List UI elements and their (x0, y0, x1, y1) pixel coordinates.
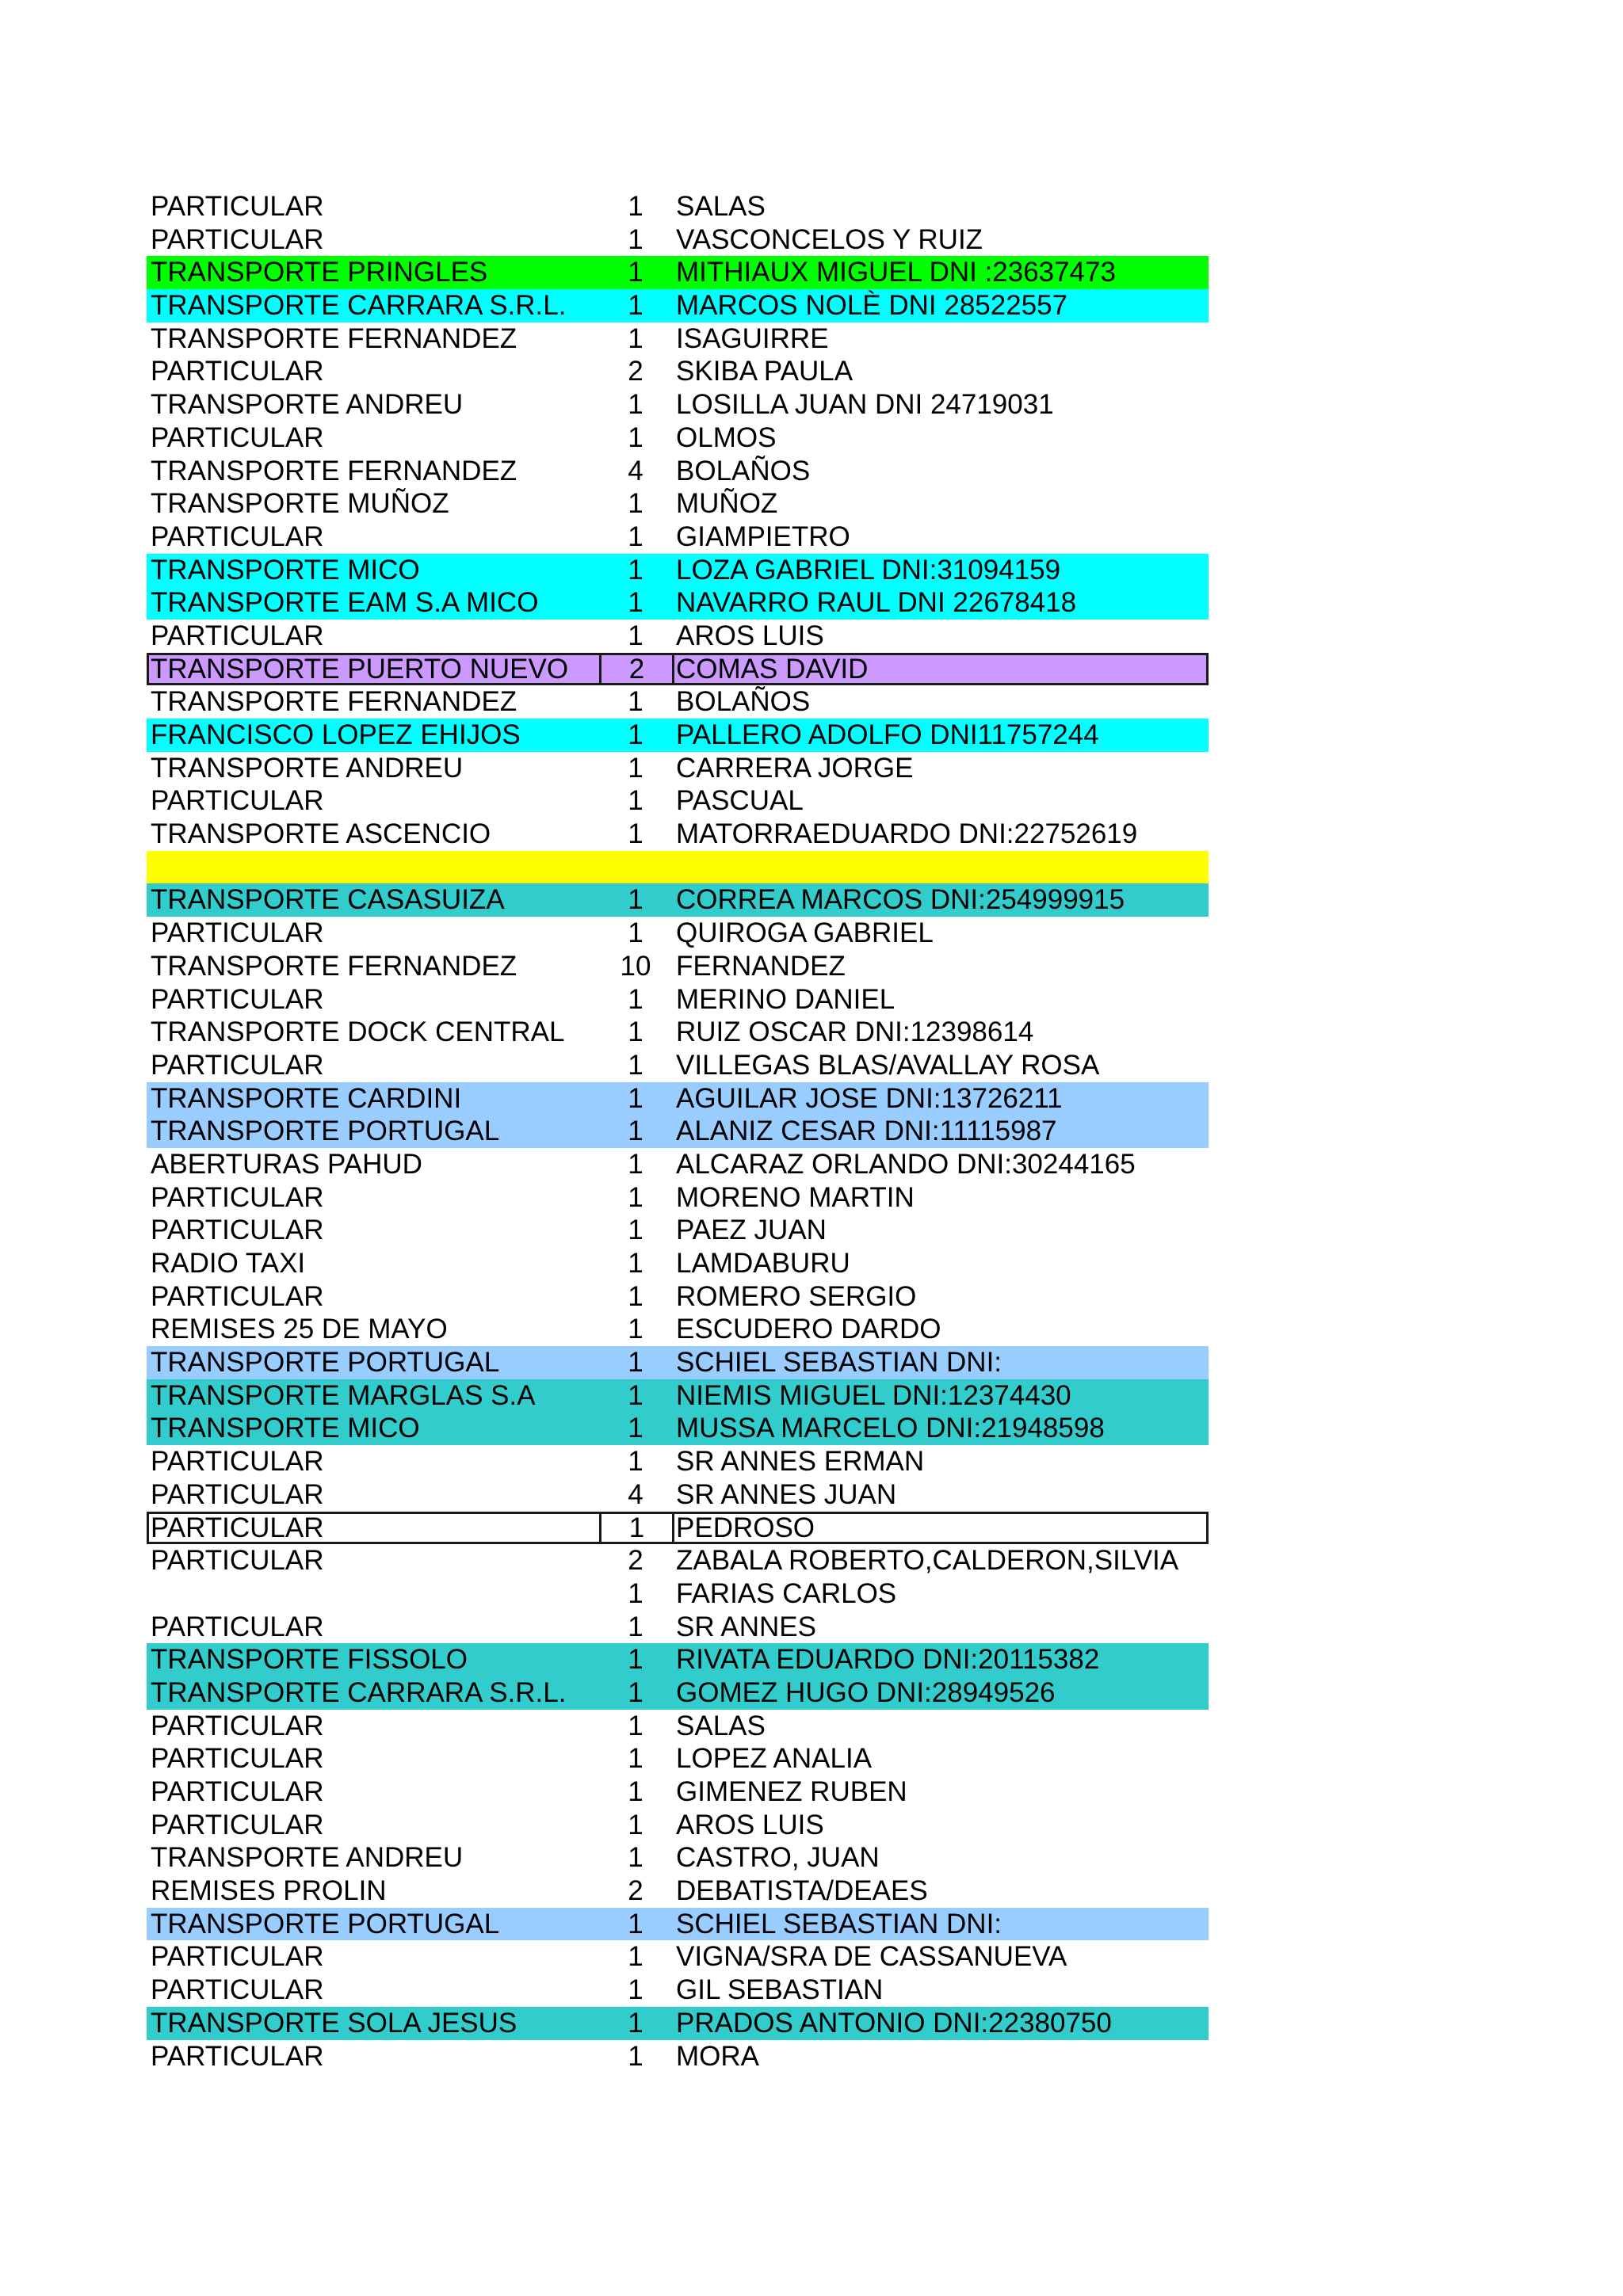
table-row (147, 1577, 1209, 1611)
sender-cell: TRANSPORTE CARRARA S.R.L. (151, 290, 567, 322)
sender-cell: TRANSPORTE SOLA JESUS (151, 2007, 517, 2039)
recipient-cell: GIMENEZ RUBEN (676, 1776, 907, 1807)
sender-cell: REMISES PROLIN (151, 1875, 387, 1907)
quantity-cell: 1 (628, 1577, 643, 1609)
table-row (147, 1643, 1209, 1676)
recipient-cell: SKIBA PAULA (676, 356, 854, 387)
quantity-cell: 1 (628, 1644, 643, 1676)
table-row (147, 388, 1209, 421)
sender-cell: TRANSPORTE MARGLAS S.A (151, 1379, 536, 1411)
table-row (147, 1775, 1209, 1809)
quantity-cell: 1 (628, 2040, 643, 2072)
table-row (147, 917, 1209, 950)
sender-cell: PARTICULAR (151, 1974, 324, 2006)
sender-cell (147, 1577, 599, 1611)
quantity-cell: 1 (628, 554, 643, 585)
sender-cell: FRANCISCO LOPEZ EHIJOS (151, 719, 521, 750)
recipient-cell: GIAMPIETRO (676, 521, 850, 552)
recipient-cell: LAMDABURU (676, 1248, 850, 1279)
quantity-cell: 1 (628, 1248, 643, 1279)
recipient-cell: RIVATA EDUARDO DNI:20115382 (676, 1644, 1100, 1676)
table-row (147, 2007, 1209, 2040)
quantity-cell: 2 (628, 1875, 643, 1907)
sender-cell: PARTICULAR (151, 1710, 324, 1741)
quantity-cell: 1 (628, 752, 643, 784)
recipient-cell: SALAS (676, 191, 766, 222)
table-row (147, 883, 1209, 917)
table-row (147, 685, 1209, 719)
table-row (147, 1313, 1209, 1346)
table-row (147, 1544, 1209, 1577)
sender-cell: REMISES 25 DE MAYO (151, 1314, 448, 1345)
table-row (147, 256, 1209, 289)
quantity-cell: 1 (628, 719, 643, 750)
table-row (147, 355, 1209, 388)
recipient-cell: PRADOS ANTONIO DNI:22380750 (676, 2007, 1112, 2039)
quantity-cell: 1 (628, 818, 643, 850)
quantity-cell: 1 (628, 983, 643, 1015)
table-row (147, 1280, 1209, 1314)
recipient-cell: VILLEGAS BLAS/AVALLAY ROSA (676, 1049, 1100, 1081)
quantity-cell: 1 (628, 1082, 643, 1114)
recipient-cell: SR ANNES (676, 1611, 816, 1642)
sender-cell: PARTICULAR (151, 1545, 324, 1577)
sender-cell: TRANSPORTE EAM S.A MICO (151, 587, 539, 619)
recipient-cell: ALCARAZ ORLANDO DNI:30244165 (676, 1148, 1136, 1180)
quantity-cell: 2 (628, 356, 643, 387)
quantity-cell: 1 (628, 1413, 643, 1444)
recipient-cell: AGUILAR JOSE DNI:13726211 (676, 1082, 1063, 1114)
spreadsheet-table (147, 190, 1209, 2073)
sender-cell: RADIO TAXI (151, 1248, 306, 1279)
quantity-cell: 1 (628, 1148, 643, 1180)
table-row (147, 1115, 1209, 1148)
recipient-cell: BOLAÑOS (676, 686, 811, 718)
table-row (147, 752, 1209, 785)
quantity-cell: 1 (628, 290, 643, 322)
recipient-cell: GOMEZ HUGO DNI:28949526 (676, 1676, 1056, 1708)
sender-cell: PARTICULAR (151, 1049, 324, 1081)
table-row (147, 2040, 1209, 2073)
table-row (147, 1940, 1209, 1974)
quantity-cell: 1 (628, 1809, 643, 1840)
quantity-cell: 1 (628, 1974, 643, 2006)
sender-cell: PARTICULAR (151, 1280, 324, 1312)
recipient-cell: ALANIZ CESAR DNI:11115987 (676, 1116, 1057, 1147)
table-row (147, 455, 1209, 488)
table-row (147, 1148, 1209, 1181)
table-row (147, 1875, 1209, 1908)
quantity-cell: 1 (628, 1314, 643, 1345)
recipient-cell: LOPEZ ANALIA (676, 1743, 873, 1775)
sender-cell: PARTICULAR (147, 1512, 599, 1545)
quantity-cell: 2 (628, 1545, 643, 1577)
recipient-cell: NIEMIS MIGUEL DNI:12374430 (676, 1379, 1071, 1411)
sender-cell: PARTICULAR (151, 1446, 324, 1478)
recipient-cell: SR ANNES JUAN (676, 1478, 897, 1510)
table-row (147, 983, 1209, 1016)
recipient-cell: AROS LUIS (676, 1809, 824, 1840)
quantity-cell: 1 (628, 686, 643, 718)
sender-cell: PARTICULAR (151, 1181, 324, 1213)
sender-cell: TRANSPORTE FERNANDEZ (151, 322, 517, 354)
recipient-cell: VASCONCELOS Y RUIZ (676, 223, 983, 255)
quantity-cell: 1 (628, 785, 643, 817)
table-row (147, 1346, 1209, 1379)
recipient-cell: LOZA GABRIEL DNI:31094159 (676, 554, 1061, 585)
table-row (147, 784, 1209, 818)
recipient-cell: PEDROSO (672, 1512, 1209, 1545)
sender-cell: PARTICULAR (151, 191, 324, 222)
quantity-cell: 1 (628, 322, 643, 354)
sender-cell: TRANSPORTE CASASUIZA (151, 884, 505, 916)
table-row (147, 1710, 1209, 1743)
sender-cell: TRANSPORTE FERNANDEZ (151, 455, 517, 486)
quantity-cell: 1 (628, 1611, 643, 1642)
quantity-cell: 1 (628, 389, 643, 421)
sender-cell: TRANSPORTE ANDREU (151, 752, 464, 784)
quantity-cell: 1 (628, 587, 643, 619)
table-row (147, 653, 1209, 686)
sender-cell: PARTICULAR (151, 421, 324, 453)
quantity-cell: 1 (628, 257, 643, 288)
quantity-cell: 1 (599, 1512, 672, 1545)
quantity-cell: 1 (628, 1016, 643, 1048)
quantity-cell: 1 (628, 1379, 643, 1411)
recipient-cell: SR ANNES ERMAN (676, 1446, 925, 1478)
sender-cell: TRANSPORTE PORTUGAL (151, 1347, 500, 1379)
recipient-cell: MUSSA MARCELO DNI:21948598 (676, 1413, 1105, 1444)
table-row (147, 554, 1209, 587)
quantity-cell: 1 (628, 1280, 643, 1312)
quantity-cell: 1 (628, 1908, 643, 1939)
quantity-cell: 1 (628, 1116, 643, 1147)
sender-cell: PARTICULAR (151, 356, 324, 387)
sender-cell: PARTICULAR (151, 223, 324, 255)
sender-cell: PARTICULAR (151, 1215, 324, 1246)
table-row (147, 1181, 1209, 1215)
recipient-cell: VIGNA/SRA DE CASSANUEVA (676, 1941, 1067, 1973)
recipient-cell: GIL SEBASTIAN (676, 1974, 884, 2006)
quantity-cell: 1 (628, 488, 643, 520)
quantity-cell: 1 (628, 1676, 643, 1708)
table-row (147, 1049, 1209, 1082)
recipient-cell: MORENO MARTIN (676, 1181, 915, 1213)
table-row (147, 487, 1209, 521)
sender-cell: TRANSPORTE ANDREU (151, 1842, 464, 1874)
table-row (147, 1841, 1209, 1875)
quantity-cell: 1 (628, 620, 643, 651)
table-row (147, 586, 1209, 620)
sender-cell: ABERTURAS PAHUD (151, 1148, 422, 1180)
recipient-cell: QUIROGA GABRIEL (676, 917, 934, 949)
sender-cell: PARTICULAR (151, 917, 324, 949)
sender-cell: PARTICULAR (151, 1743, 324, 1775)
sender-cell: TRANSPORTE ASCENCIO (151, 818, 491, 850)
quantity-cell: 1 (628, 1347, 643, 1379)
recipient-cell: PAEZ JUAN (676, 1215, 827, 1246)
sender-cell: TRANSPORTE DOCK CENTRAL (151, 1016, 565, 1048)
recipient-cell: MATORRAEDUARDO DNI:22752619 (676, 818, 1138, 850)
recipient-cell: FARIAS CARLOS (676, 1577, 897, 1609)
recipient-cell: COMAS DAVID (672, 653, 1209, 686)
quantity-cell (599, 851, 672, 884)
table-row (147, 1445, 1209, 1478)
recipient-cell: NAVARRO RAUL DNI 22678418 (676, 587, 1077, 619)
quantity-cell: 1 (628, 1743, 643, 1775)
sender-cell (147, 851, 599, 884)
recipient-cell: MERINO DANIEL (676, 983, 896, 1015)
sender-cell: PARTICULAR (151, 1941, 324, 1973)
sender-cell: TRANSPORTE FISSOLO (151, 1644, 468, 1676)
table-row (147, 719, 1209, 752)
table-row (147, 223, 1209, 257)
quantity-cell: 1 (628, 884, 643, 916)
table-row (147, 1742, 1209, 1775)
sender-cell: TRANSPORTE MICO (151, 1413, 420, 1444)
sender-cell: TRANSPORTE CARRARA S.R.L. (151, 1676, 567, 1708)
table-row (147, 521, 1209, 554)
table-row (147, 322, 1209, 356)
table-row (147, 1512, 1209, 1545)
quantity-cell: 1 (628, 1181, 643, 1213)
quantity-cell: 1 (628, 1776, 643, 1807)
sender-cell: TRANSPORTE PUERTO NUEVO (147, 653, 599, 686)
quantity-cell: 1 (628, 191, 643, 222)
quantity-cell: 1 (628, 917, 643, 949)
table-row (147, 1974, 1209, 2007)
sender-cell: PARTICULAR (151, 1776, 324, 1807)
recipient-cell: SCHIEL SEBASTIAN DNI: (676, 1908, 1002, 1939)
table-row (147, 190, 1209, 223)
quantity-cell: 1 (628, 2007, 643, 2039)
sender-cell: TRANSPORTE ANDREU (151, 389, 464, 421)
recipient-cell: RUIZ OSCAR DNI:12398614 (676, 1016, 1034, 1048)
table-row (147, 1379, 1209, 1413)
sender-cell: PARTICULAR (151, 521, 324, 552)
recipient-cell: AROS LUIS (676, 620, 824, 651)
recipient-cell: MARCOS NOLÈ DNI 28522557 (676, 290, 1068, 322)
recipient-cell: ROMERO SERGIO (676, 1280, 917, 1312)
recipient-cell: CORREA MARCOS DNI:254999915 (676, 884, 1125, 916)
recipient-cell: ESCUDERO DARDO (676, 1314, 941, 1345)
sender-cell: PARTICULAR (151, 785, 324, 817)
recipient-cell: OLMOS (676, 421, 777, 453)
table-row (147, 421, 1209, 455)
quantity-cell: 1 (628, 1215, 643, 1246)
sender-cell: TRANSPORTE FERNANDEZ (151, 686, 517, 718)
quantity-cell: 2 (599, 653, 672, 686)
sender-cell: TRANSPORTE PORTUGAL (151, 1116, 500, 1147)
sender-cell: TRANSPORTE MICO (151, 554, 420, 585)
sender-cell: PARTICULAR (151, 2040, 324, 2072)
quantity-cell: 10 (620, 950, 651, 982)
table-row (147, 1809, 1209, 1842)
sender-cell: TRANSPORTE MUÑOZ (151, 488, 449, 520)
table-row (147, 1016, 1209, 1049)
recipient-cell: PALLERO ADOLFO DNI11757244 (676, 719, 1099, 750)
table-row (147, 851, 1209, 884)
quantity-cell: 1 (628, 223, 643, 255)
recipient-cell (672, 851, 1209, 884)
sender-cell: TRANSPORTE PORTUGAL (151, 1908, 500, 1939)
sender-cell: PARTICULAR (151, 1611, 324, 1642)
quantity-cell: 4 (628, 1478, 643, 1510)
recipient-cell: FERNANDEZ (676, 950, 846, 982)
quantity-cell: 1 (628, 521, 643, 552)
recipient-cell: ISAGUIRRE (676, 322, 829, 354)
quantity-cell: 1 (628, 1710, 643, 1741)
quantity-cell: 4 (628, 455, 643, 486)
sender-cell: PARTICULAR (151, 620, 324, 651)
recipient-cell: PASCUAL (676, 785, 804, 817)
recipient-cell: MITHIAUX MIGUEL DNI :23637473 (676, 257, 1117, 288)
recipient-cell: LOSILLA JUAN DNI 24719031 (676, 389, 1054, 421)
recipient-cell: MORA (676, 2040, 759, 2072)
recipient-cell: CARRERA JORGE (676, 752, 914, 784)
table-row (147, 620, 1209, 653)
recipient-cell: BOLAÑOS (676, 455, 811, 486)
quantity-cell: 1 (628, 1941, 643, 1973)
recipient-cell: DEBATISTA/DEAES (676, 1875, 928, 1907)
quantity-cell: 1 (628, 1049, 643, 1081)
sender-cell: PARTICULAR (151, 1809, 324, 1840)
recipient-cell: MUÑOZ (676, 488, 778, 520)
table-row (147, 1611, 1209, 1644)
table-row (147, 1247, 1209, 1280)
table-row (147, 1214, 1209, 1247)
table-row (147, 1676, 1209, 1710)
sender-cell: TRANSPORTE FERNANDEZ (151, 950, 517, 982)
recipient-cell: CASTRO, JUAN (676, 1842, 880, 1874)
table-row (147, 1082, 1209, 1116)
sender-cell: TRANSPORTE PRINGLES (151, 257, 488, 288)
table-row (147, 1908, 1209, 1941)
sender-cell: PARTICULAR (151, 983, 324, 1015)
quantity-cell: 1 (628, 1446, 643, 1478)
recipient-cell: ZABALA ROBERTO,CALDERON,SILVIA (676, 1545, 1179, 1577)
sender-cell: TRANSPORTE CARDINI (151, 1082, 462, 1114)
table-row (147, 950, 1209, 983)
sender-cell: PARTICULAR (151, 1478, 324, 1510)
table-row (147, 289, 1209, 322)
quantity-cell: 1 (628, 421, 643, 453)
table-row (147, 1412, 1209, 1445)
table-row (147, 818, 1209, 851)
recipient-cell: SALAS (676, 1710, 766, 1741)
recipient-cell: SCHIEL SEBASTIAN DNI: (676, 1347, 1002, 1379)
quantity-cell: 1 (628, 1842, 643, 1874)
table-row (147, 1478, 1209, 1512)
